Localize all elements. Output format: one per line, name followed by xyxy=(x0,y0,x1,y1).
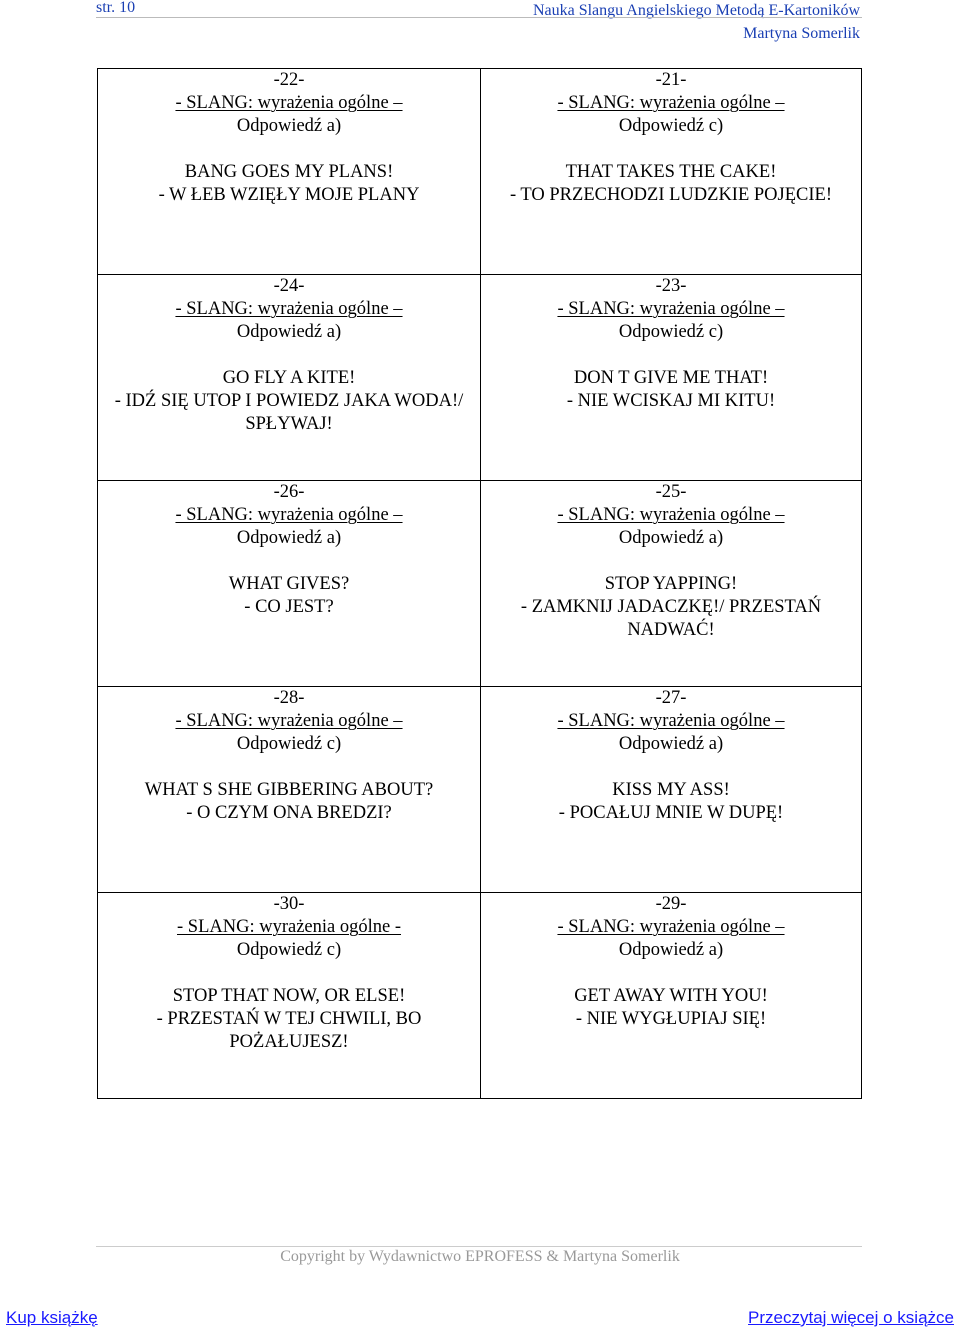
card-answer: Odpowiedź a) xyxy=(618,734,724,754)
card-number: -30- xyxy=(273,894,305,914)
card-answer: Odpowiedź a) xyxy=(236,528,342,548)
flashcard xyxy=(481,687,861,893)
card-answer: Odpowiedź c) xyxy=(236,940,342,960)
card-number: -26- xyxy=(273,482,305,502)
card-number: -28- xyxy=(273,688,305,708)
card-category: - SLANG: wyrażenia ogólne – xyxy=(557,711,785,731)
footer-divider xyxy=(96,1246,862,1247)
card-translation: - ZAMKNIJ JADACZKĘ!/ PRZESTAŃ NADWAĆ! xyxy=(520,597,822,640)
card-phrase: BANG GOES MY PLANS! xyxy=(184,162,394,182)
card-answer: Odpowiedź a) xyxy=(236,322,342,342)
card-category: - SLANG: wyrażenia ogólne – xyxy=(557,917,785,937)
card-phrase: THAT TAKES THE CAKE! xyxy=(565,162,777,182)
flashcard xyxy=(481,69,861,275)
card-number: -27- xyxy=(655,688,687,708)
card-category: - SLANG: wyrażenia ogólne – xyxy=(175,711,403,731)
card-category: - SLANG: wyrażenia ogólne - xyxy=(177,917,401,937)
flashcard xyxy=(98,893,481,1098)
flashcard xyxy=(481,275,861,481)
flashcard xyxy=(481,481,861,687)
card-category: - SLANG: wyrażenia ogólne – xyxy=(557,93,785,113)
flashcard xyxy=(98,69,481,275)
card-category: - SLANG: wyrażenia ogólne – xyxy=(175,505,403,525)
card-translation: - W ŁEB WZIĘŁY MOJE PLANY xyxy=(158,185,420,205)
author-name: Martyna Somerlik xyxy=(743,25,860,42)
card-answer: Odpowiedź c) xyxy=(236,734,342,754)
card-phrase: GO FLY A KITE! xyxy=(222,368,356,388)
card-phrase: KISS MY ASS! xyxy=(612,780,730,800)
card-answer: Odpowiedź a) xyxy=(618,528,724,548)
copyright-notice: Copyright by Wydawnictwo EPROFESS & Martyna Somerlik xyxy=(280,1248,680,1265)
card-translation: - TO PRZECHODZI LUDZKIE POJĘCIE! xyxy=(509,185,832,205)
card-phrase: STOP YAPPING! xyxy=(604,574,738,594)
read-more-link[interactable]: Przeczytaj więcej o książce xyxy=(748,1308,954,1327)
card-category: - SLANG: wyrażenia ogólne – xyxy=(175,93,403,113)
page-number: str. 10 xyxy=(96,0,136,16)
card-answer: Odpowiedź a) xyxy=(236,116,342,136)
card-translation: - NIE WYGŁUPIAJ SIĘ! xyxy=(575,1009,767,1029)
card-answer: Odpowiedź c) xyxy=(618,116,724,136)
book-title: Nauka Slangu Angielskiego Metodą E-Kartoników xyxy=(532,2,860,19)
card-answer: Odpowiedź c) xyxy=(618,322,724,342)
card-phrase: STOP THAT NOW, OR ELSE! xyxy=(172,986,406,1006)
card-category: - SLANG: wyrażenia ogólne – xyxy=(557,299,785,319)
header-divider xyxy=(96,17,862,18)
flashcard xyxy=(481,893,861,1098)
buy-book-link[interactable]: Kup książkę xyxy=(6,1308,98,1327)
card-phrase: WHAT S SHE GIBBERING ABOUT? xyxy=(144,780,434,800)
card-category: - SLANG: wyrażenia ogólne – xyxy=(175,299,403,319)
card-translation: - NIE WCISKAJ MI KITU! xyxy=(566,391,776,411)
card-phrase: DON T GIVE ME THAT! xyxy=(573,368,769,388)
card-number: -21- xyxy=(655,70,687,90)
page-header xyxy=(533,0,860,45)
flashcard-grid xyxy=(97,68,862,1099)
card-number: -29- xyxy=(655,894,687,914)
card-translation: - PRZESTAŃ W TEJ CHWILI, BO POŻAŁUJESZ! xyxy=(156,1009,422,1052)
card-number: -25- xyxy=(655,482,687,502)
card-translation: - POCAŁUJ MNIE W DUPĘ! xyxy=(558,803,784,823)
flashcard xyxy=(98,481,481,687)
card-answer: Odpowiedź a) xyxy=(618,940,724,960)
card-translation: - CO JEST? xyxy=(244,597,334,617)
card-phrase: GET AWAY WITH YOU! xyxy=(574,986,768,1006)
card-number: -22- xyxy=(273,70,305,90)
card-translation: - IDŹ SIĘ UTOP I POWIEDZ JAKA WODA!/ SPŁYWAJ! xyxy=(114,391,464,434)
card-number: -23- xyxy=(655,276,687,296)
flashcard xyxy=(98,275,481,481)
card-number: -24- xyxy=(273,276,305,296)
card-translation: - O CZYM ONA BREDZI? xyxy=(186,803,392,823)
card-category: - SLANG: wyrażenia ogólne – xyxy=(557,505,785,525)
card-phrase: WHAT GIVES? xyxy=(228,574,350,594)
flashcard xyxy=(98,687,481,893)
